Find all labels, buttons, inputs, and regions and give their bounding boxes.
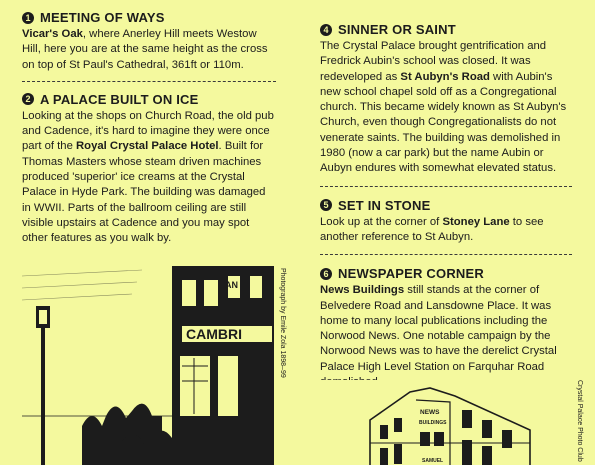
section-number: 5 (320, 199, 332, 211)
body-text: Looking at the shops on Church Road, the old pub and Cadence, it's hard to imagine they were once part of the (22, 109, 274, 153)
hotel-photo-image (22, 266, 274, 465)
photo-credit-club: Crystal Palace Photo Club (576, 380, 583, 462)
section-title: SET IN STONE (338, 197, 431, 213)
section-title: NEWSPAPER CORNER (338, 266, 484, 282)
section-body (22, 109, 276, 247)
sign-fan: FAN (220, 280, 238, 290)
hotel-photo (22, 266, 274, 465)
divider (320, 186, 572, 187)
body-text: , where Anerley Hill meets Westow Hill, here you are at the same height as the cross on top of St Paul's Cathedral, 361ft or 110m. (22, 28, 268, 71)
news-buildings-photo (320, 380, 570, 465)
place-name: Vicar's Oak (22, 28, 83, 40)
body-text: with Aubin's new school chapel sold off as a Congregational church. This became widely known as St Aubyn's Church, even though Congregationalists do not venerate saints. The building was demolished in 1980 (now a car park) but the name Aubin or Aubyn endures with somewhat elevated status. (320, 70, 567, 175)
section-body (22, 27, 276, 73)
section-title: MEETING OF WAYS (40, 10, 165, 25)
section-number: 6 (320, 268, 332, 280)
section-heading (22, 92, 276, 107)
sign-news: NEWS (420, 409, 440, 416)
section-number: 2 (22, 93, 34, 105)
section-number: 4 (320, 24, 332, 36)
place-name: St Aubyn's Road (400, 70, 490, 83)
place-name: Royal Crystal Palace Hotel (76, 140, 219, 153)
section-heading (320, 198, 572, 213)
body-text: The Crystal Palace brought gentrification and Fredrick Aubin's school was closed. It was redeveloped as (320, 40, 547, 83)
right-column (320, 22, 572, 390)
body-text: still stands at the corner of Belvedere Road and Lansdowne Place. It was home to many local publications including the Norwood News. One notable campaign by the Norwood News was to have the derelict Crystal Palace High Level Station on Farquhar Road (320, 284, 557, 373)
section-set-in-stone (320, 198, 572, 246)
section-meeting-of-ways (22, 10, 276, 73)
sign-buildings: BUILDINGS (419, 420, 447, 426)
section-palace-on-ice (22, 92, 276, 247)
place-name: Stoney Lane (442, 215, 510, 228)
divider (22, 81, 276, 82)
section-heading (320, 266, 572, 281)
section-heading (22, 10, 276, 25)
place-name: News Buildings (320, 284, 405, 297)
section-sinner-or-saint (320, 22, 572, 177)
body-text: . Built for Thomas Masters whose steam driven machines produced 'superior' ice creams at the Crystal Palace in Hyde Park. The building was damaged in WWII. Parts of the ballroom ceiling are still visible upstairs at Cadence and you may spot other features as you walk by. (22, 140, 266, 245)
section-heading (320, 22, 572, 37)
sign-cambri: CAMBRI (186, 326, 242, 342)
sign-samuel: SAMUEL (422, 458, 444, 464)
body-text: Look up at the corner of (320, 215, 443, 228)
divider (320, 254, 572, 255)
section-body (320, 215, 572, 246)
section-body (320, 283, 572, 390)
section-number: 1 (22, 12, 34, 24)
section-newspaper-corner (320, 266, 572, 390)
section-title: SINNER OR SAINT (338, 22, 456, 37)
photo-credit-zola: Photograph by Emile Zola 1898–99 (279, 268, 286, 378)
left-column (22, 10, 276, 247)
section-title: A PALACE BUILT ON ICE (40, 91, 199, 107)
section-body (320, 39, 572, 177)
news-buildings-photo-image (320, 380, 570, 465)
body-text: to see another reference to St Aubyn. (320, 215, 544, 243)
